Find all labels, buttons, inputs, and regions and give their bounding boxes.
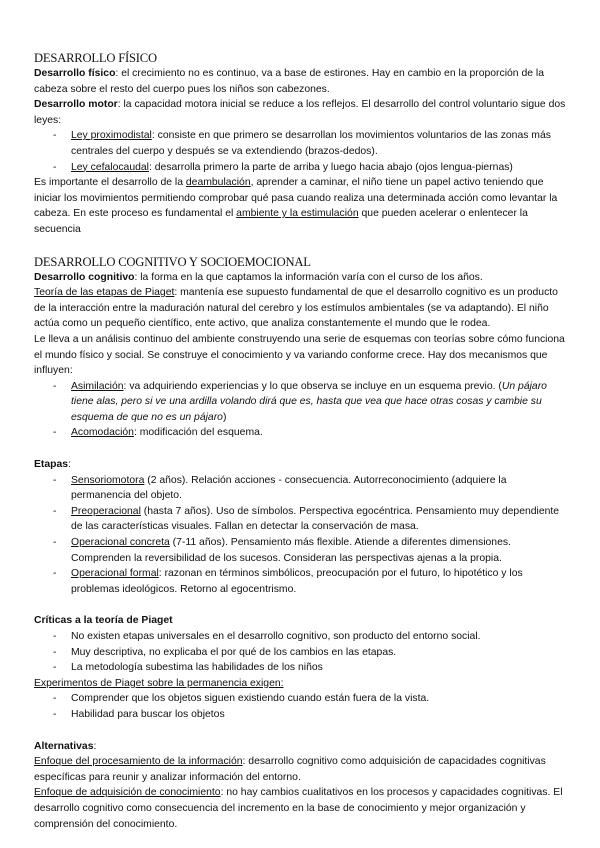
list-item: - Sensoriomotora (2 años). Relación acciones - consecuencia. Autorreconocimiento (adquiere la permanencia del objeto. bbox=[34, 473, 568, 504]
term-desarrollo-cognitivo: Desarrollo cognitivo bbox=[34, 271, 135, 283]
term-asimilacion: Asimilación bbox=[71, 380, 124, 392]
term-acomodacion: Acomodación bbox=[71, 427, 134, 439]
document-page bbox=[34, 0, 568, 832]
term-teoria-piaget: Teoría de las etapas de Piaget bbox=[34, 287, 175, 299]
paragraph-desarrollo-cognitivo: Desarrollo cognitivo: la forma en la que captamos la información varía con el curso de los años. bbox=[34, 271, 483, 283]
paragraph-enfoque-conocimiento: Enfoque de adquisición de conocimiento: no hay cambios cualitativos en los procesos y capacidades cognitivas. El desarrollo cognitivo como consecuencia del incremento en la base de conocimiento y mejor organización y comprensión del conocimiento. bbox=[34, 787, 563, 830]
paragraph-desarrollo-fisico: Desarrollo físico: el crecimiento no es continuo, va a base de estirones. Hay en cambio en la proporción de la cabeza sobre el resto del cuerpo pues los niños son cabezones. bbox=[34, 68, 544, 95]
list-item: - Ley proximodistal: consiste en que primero se desarrollan los movimientos voluntarios de las zonas más centrales del cuerpo y después se va extendiendo (brazos-dedos). bbox=[34, 128, 568, 159]
list-item: - No existen etapas universales en el desarrollo cognitivo, son producto del entorno social. bbox=[34, 629, 568, 645]
paragraph-deambulacion: Es importante el desarrollo de la deambulación, aprender a caminar, el niño tiene un papel activo teniendo que iniciar los movimientos permitiendo comprobar qué pasa cuando realiza una determinada acción como levantar la cabeza. En este proceso es fundamental el ambiente y la estimulación que pueden acelerar o enlentecer la secuencia bbox=[34, 177, 558, 235]
list-item: - Muy descriptiva, no explicaba el por qué de los cambios en las etapas. bbox=[34, 645, 568, 661]
term-desarrollo-fisico: Desarrollo físico bbox=[34, 68, 116, 79]
list-item: - Operacional concreta (7-11 años). Pensamiento más flexible. Atiende a diferentes dimensiones. Comprenden la reversibilidad de los sucesos. Consideran las perspectivas ajenas a la propia. bbox=[34, 535, 568, 566]
list-item: - Preoperacional (hasta 7 años). Uso de símbolos. Perspectiva egocéntrica. Pensamiento muy dependiente de las características visuales. Fallan en detectar la conservación de masa. bbox=[34, 504, 568, 535]
example-pajaro: Un pájaro tiene alas, pero si ve una ardilla volando dirá que es, hasta que vea que hace otras cosas y cambie su esquema de que no es un pájaro bbox=[71, 380, 547, 423]
paragraph-piaget: Teoría de las etapas de Piaget: mantenía ese supuesto fundamental de que el desarrollo cognitivo es un producto de la interacción entre la maduración natural del cerebro y los estímulos ambientales (se va adaptando). El niño actúa como un pequeño científico, ente activo, que analiza constantemente el mundo que le rodea. bbox=[34, 287, 558, 330]
term-desarrollo-motor: Desarrollo motor bbox=[34, 99, 118, 111]
experimentos-list bbox=[34, 691, 568, 722]
paragraph-esquemas: Le lleva a un análisis continuo del ambiente construyendo una serie de esquemas con teorías sobre cómo funciona el mundo físico y social. Se construye el conocimiento y va variando conforme crece. Hay dos mecanismos que influyen: bbox=[34, 333, 565, 377]
list-item: - Asimilación: va adquiriendo experiencias y lo que observa se incluye en un esquema previo. (Un pájaro tiene alas, pero si ve una ardilla volando dirá que es, hasta que vea que hace otras cosas y cambie su esquema de que no es un pájaro) bbox=[34, 379, 568, 426]
list-item: - Ley cefalocaudal: desarrolla primero la parte de arriba y luego hacia abajo (ojos lengua-piernas) bbox=[34, 160, 568, 176]
paragraph-desarrollo-motor: Desarrollo motor: la capacidad motora inicial se reduce a los reflejos. El desarrollo del control voluntario sigue dos leyes: bbox=[34, 99, 566, 126]
term-ambiente: ambiente y la estimulación bbox=[236, 208, 359, 220]
list-item: - Habilidad para buscar los objetos bbox=[34, 707, 568, 723]
list-item: - Acomodación: modificación del esquema. bbox=[34, 425, 568, 441]
etapas-list bbox=[34, 473, 568, 598]
criticas-list bbox=[34, 629, 568, 676]
section-title-fisico: DESARROLLO FÍSICO bbox=[34, 51, 157, 65]
heading-alternativas: Alternativas: bbox=[34, 740, 97, 752]
term-ley-cefalocaudal: Ley cefalocaudal bbox=[71, 161, 149, 173]
paragraph-enfoque-procesamiento: Enfoque del procesamiento de la información: desarrollo cognitivo como adquisición de capacidades cognitivas específicas para reunir y analizar información del entorno. bbox=[34, 756, 546, 783]
mecanismos-list bbox=[34, 379, 568, 441]
list-item: - Comprender que los objetos siguen existiendo cuando están fuera de la vista. bbox=[34, 691, 568, 707]
heading-criticas: Críticas a la teoría de Piaget bbox=[34, 615, 173, 627]
section-title-cognitivo: DESARROLLO COGNITIVO Y SOCIOEMOCIONAL bbox=[34, 254, 311, 269]
list-item: - Operacional formal: razonan en términos simbólicos, preocupación por el futuro, lo hipotético y los problemas ideológicos. Retorno al egocentrismo. bbox=[34, 566, 568, 597]
term-ley-proximodistal: Ley proximodistal bbox=[71, 130, 152, 142]
leyes-list bbox=[34, 128, 568, 175]
term-deambulacion: deambulación bbox=[185, 177, 251, 189]
list-item: - La metodología subestima las habilidades de los niños bbox=[34, 660, 568, 676]
heading-experimentos: Experimentos de Piaget sobre la permanencia exigen: bbox=[34, 677, 284, 689]
heading-etapas: Etapas: bbox=[34, 459, 71, 471]
